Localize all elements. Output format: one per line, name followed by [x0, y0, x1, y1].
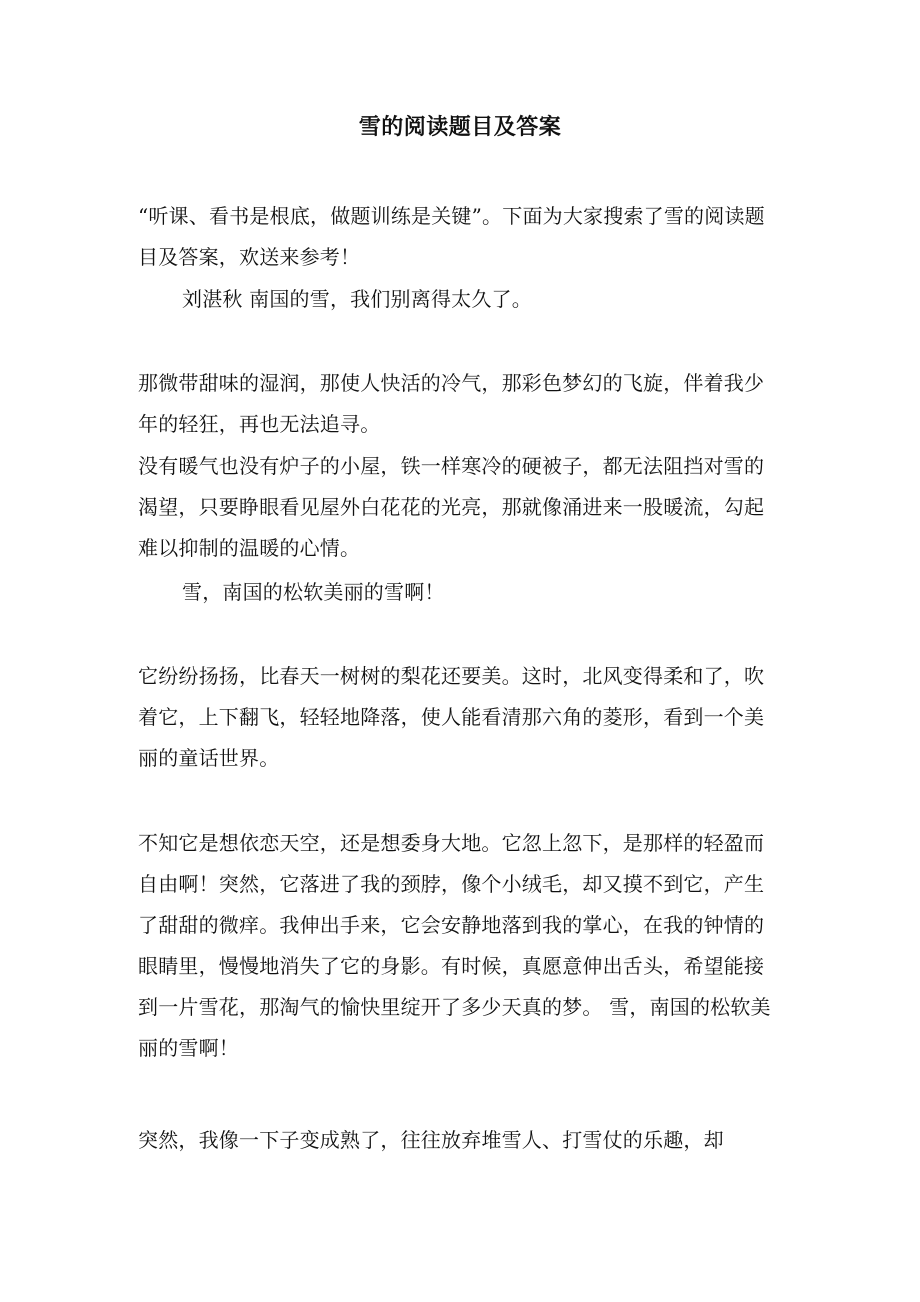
document-title: 雪的阅读题目及答案 — [358, 114, 562, 140]
author-line-paragraph: 刘湛秋 南国的雪，我们别离得太久了。 — [182, 287, 532, 311]
body-paragraph-1: 那微带甜味的湿润，那使人快活的冷气，那彩色梦幻的飞旋，伴着我少年的轻狂，再也无法追寻。 — [138, 371, 765, 436]
intro-paragraph: “听课、看书是根底，做题训练是关键”。下面为大家搜索了雪的阅读题目及答案，欢送来参考！ — [138, 204, 765, 269]
body-paragraph-3: 它纷纷扬扬，比春天一树树的梨花还要美。这时，北风变得柔和了，吹着它，上下翻飞，轻轻地降落，使人能看清那六角的菱形，看到一个美丽的童话世界。 — [138, 664, 765, 770]
body-paragraph-2: 没有暖气也没有炉子的小屋，铁一样寒冷的硬被子，都无法阻挡对雪的渴望，只要睁眼看见屋外白花花的光亮，那就像涌进来一股暖流，勾起难以抑制的温暖的心情。 — [138, 454, 765, 560]
refrain-paragraph: 雪，南国的松软美丽的雪啊！ — [182, 580, 445, 604]
body-paragraph-5: 突然，我像一下子变成熟了，往往放弃堆雪人、打雪仗的乐趣，却 — [138, 1128, 724, 1152]
body-paragraph-4: 不知它是想依恋天空，还是想委身大地。它忽上忽下，是那样的轻盈而自由啊！突然，它落进了我的颈脖，像个小绒毛，却又摸不到它，产生了甜甜的微痒。我伸出手来，它会安静地落到我的掌心，在我的钟情的眼睛里，慢慢地消失了它的身影。有时候，真愿意伸出舌头，希望能接到一片雪花，那淘气的愉快里绽开了多少天真的梦。 雪，南国的松软美丽的雪啊！ — [138, 831, 771, 1060]
